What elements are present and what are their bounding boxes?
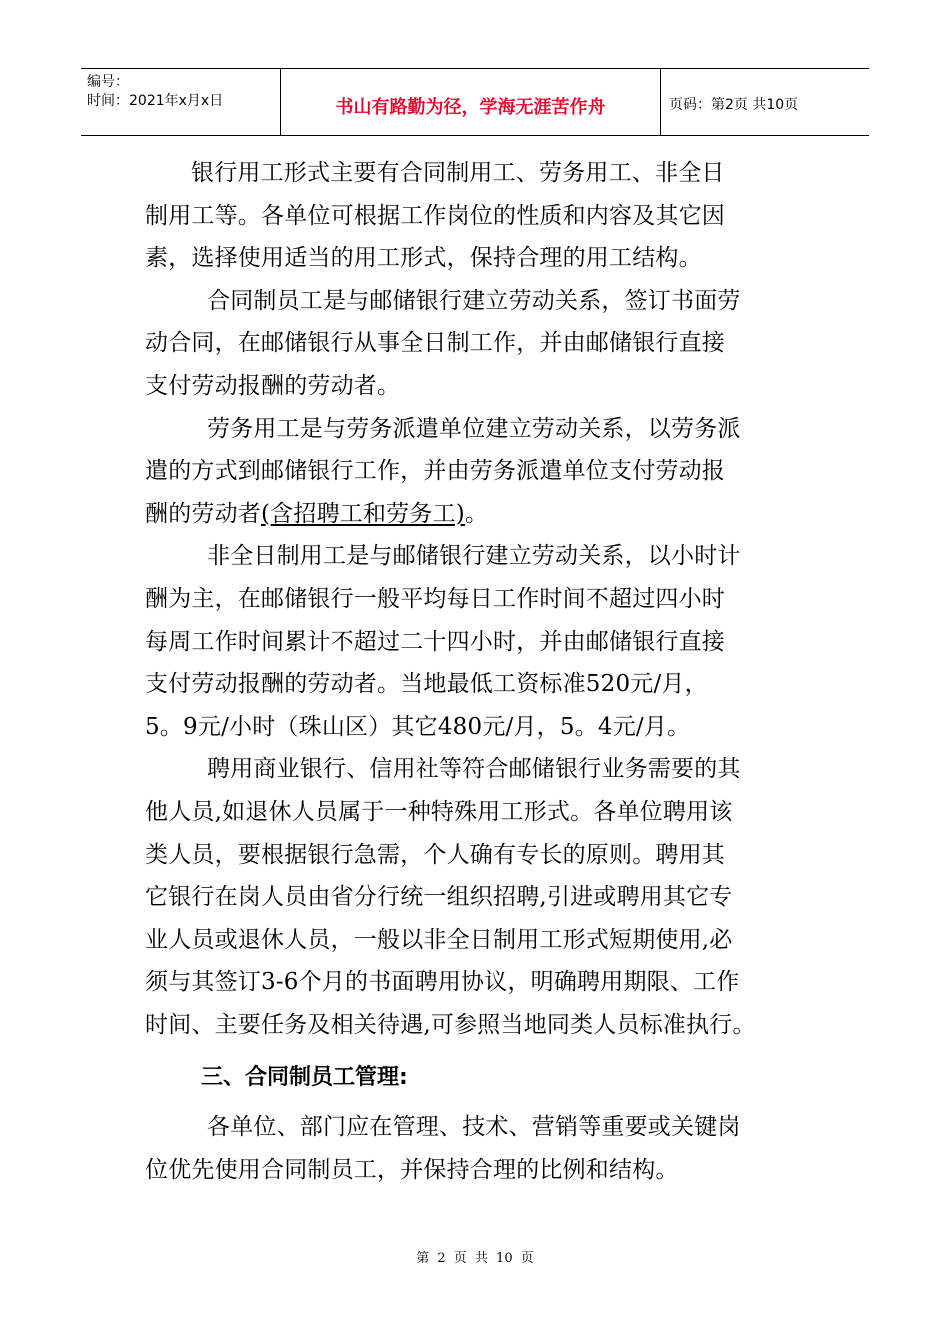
text-line: 支付劳动报酬的劳动者。当地最低工资标准520元/月， <box>145 671 708 698</box>
text-line: 聘用商业银行、信用社等符合邮储银行业务需要的其 <box>207 756 741 783</box>
header-motto: 书山有路勤为径，学海无涯苦作舟 <box>335 97 606 118</box>
paragraph-contract-employees <box>145 280 811 408</box>
paragraph-labor-dispatch <box>145 408 811 536</box>
paragraph-employment-forms <box>145 152 811 280</box>
text-fragment: 酬的劳动者 <box>145 500 261 527</box>
text-line: 业人员或退休人员，一般以非全日制用工形式短期使用,必 <box>145 926 733 953</box>
text-line: 支付劳动报酬的劳动者。 <box>145 372 401 399</box>
text-line: 素，选择使用适当的用工形式，保持合理的用工结构。 <box>145 245 702 272</box>
footer-page-number: 第 2 页 共 10 页 <box>416 1251 534 1266</box>
document-number-label: 编号： <box>87 74 129 90</box>
text-line: 银行用工形式主要有合同制用工、劳务用工、非全日 <box>191 160 725 186</box>
text-line: 遣的方式到邮储银行工作，并由劳务派遣单位支付劳动报 <box>145 458 725 485</box>
text-line: 类人员，要根据银行急需，个人确有专长的原则。聘用其 <box>145 841 725 868</box>
underlined-note: (含招聘工和劳务工) <box>261 500 465 527</box>
text-fragment: 。 <box>464 500 489 527</box>
text-line: 动合同，在邮储银行从事全日制工作，并由邮储银行直接 <box>145 330 725 357</box>
header-meta <box>81 69 281 135</box>
text-line: 各单位、部门应在管理、技术、营销等重要或关键岗 <box>207 1114 741 1141</box>
section-heading: 三、合同制员工管理: <box>201 1065 408 1091</box>
text-line <box>145 493 811 536</box>
document-time-label: 时间：2021年x月x日 <box>87 93 224 109</box>
text-line: 合同制员工是与邮储银行建立劳动关系，签订书面劳 <box>207 287 741 314</box>
page-header <box>81 68 869 136</box>
paragraph-contract-management <box>145 1106 811 1191</box>
text-line: 酬为主，在邮储银行一般平均每日工作时间不超过四小时 <box>145 585 725 612</box>
text-line: 每周工作时间累计不超过二十四小时，并由邮储银行直接 <box>145 628 725 655</box>
text-line: 5。9元/小时（珠山区）其它480元/月，5。4元/月。 <box>145 713 691 740</box>
text-line: 它银行在岗人员由省分行统一组织招聘,引进或聘用其它专 <box>145 884 733 911</box>
header-page-label: 页码：第2页 共10页 <box>669 97 799 113</box>
text-line: 位优先使用合同制员工，并保持合理的比例和结构。 <box>145 1157 679 1184</box>
text-line: 他人员,如退休人员属于一种特殊用工形式。各单位聘用该 <box>145 798 733 825</box>
text-line: 劳务用工是与劳务派遣单位建立劳动关系，以劳务派 <box>207 415 741 442</box>
document-body <box>145 152 811 1192</box>
text-line: 制用工等。各单位可根据工作岗位的性质和内容及其它因 <box>145 202 725 229</box>
text-line: 时间、主要任务及相关待遇,可参照当地同类人员标准执行。 <box>145 1011 756 1038</box>
header-motto-cell <box>281 69 661 135</box>
page-footer <box>0 1247 950 1266</box>
text-line: 须与其签订3-6个月的书面聘用协议，明确聘用期限、工作 <box>145 969 740 996</box>
text-line: 非全日制用工是与邮储银行建立劳动关系，以小时计 <box>207 543 741 570</box>
paragraph-part-time <box>145 535 811 748</box>
paragraph-special-hiring <box>145 748 811 1046</box>
header-page-cell <box>661 69 869 135</box>
